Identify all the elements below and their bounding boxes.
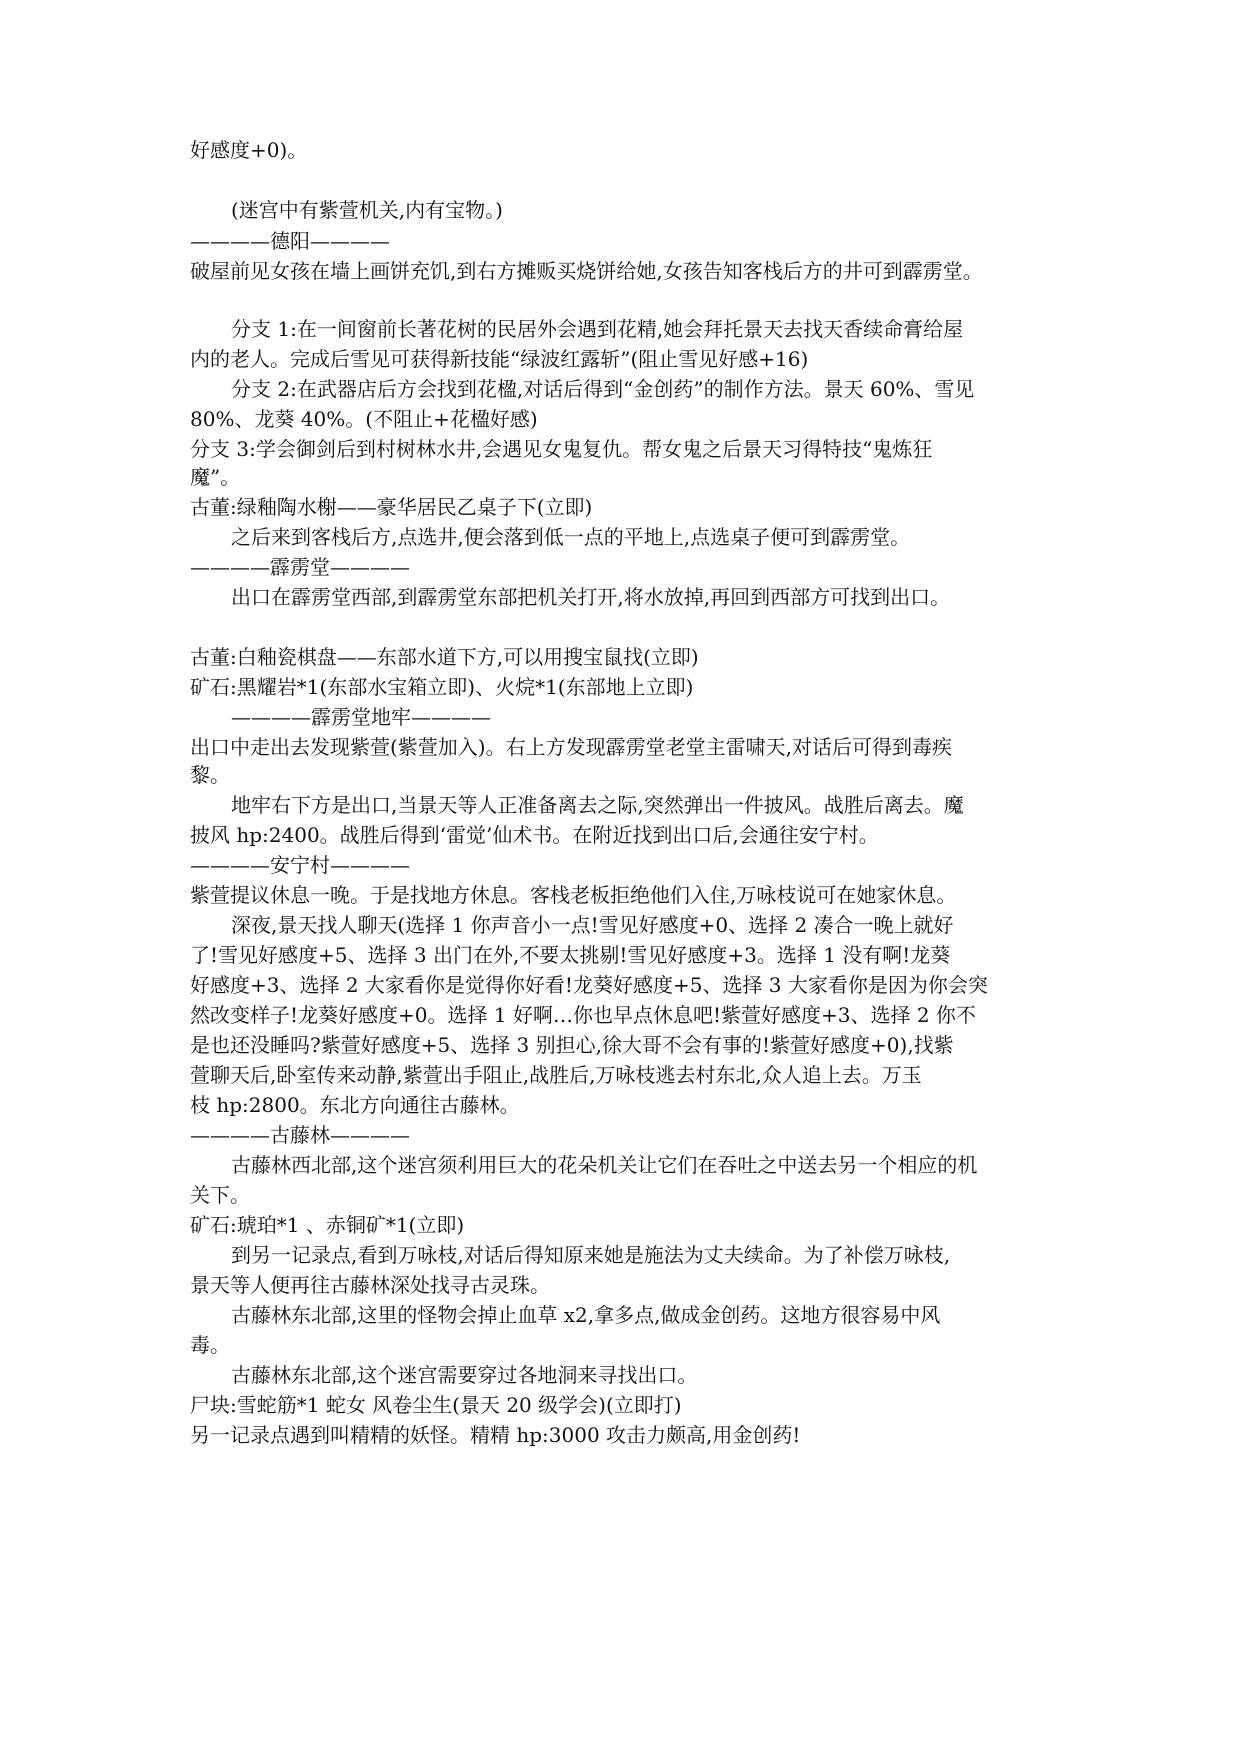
text-line: 然改变样子!龙葵好感度+0。选择 1 好啊…你也早点休息吧!紫萱好感度+3、选择 2 你不 bbox=[190, 1003, 976, 1027]
text-line: 古藤林西北部,这个迷宫须利用巨大的花朵机关让它们在吞吐之中送去另一个相应的机 bbox=[231, 1153, 978, 1177]
section-heading: ————安宁村———— bbox=[190, 853, 410, 877]
text-line: 枝 hp:2800。东北方向通往古藤林。 bbox=[190, 1093, 520, 1117]
text-line: 矿石:黑耀岩*1(东部水宝箱立即)、火烷*1(东部地上立即) bbox=[190, 675, 694, 699]
section-heading: ————古藤林———— bbox=[190, 1123, 410, 1147]
section-heading: ————霹雳堂———— bbox=[190, 555, 410, 579]
text-line: 分支 3:学会御剑后到村树林水井,会遇见女鬼复仇。帮女鬼之后景天习得特技“鬼炼狂 bbox=[190, 437, 933, 461]
text-line: 分支 1:在一间窗前长著花树的民居外会遇到花精,她会拜托景天去找天香续命膏给屋 bbox=[231, 317, 964, 341]
text-line: 深夜,景天找人聊天(选择 1 你声音小一点!雪见好感度+0、选择 2 凑合一晚上就好 bbox=[231, 913, 954, 937]
text-line: 内的老人。完成后雪见可获得新技能“绿波红露斩”(阻止雪见好感+16) bbox=[190, 347, 809, 371]
text-line: 了!雪见好感度+5、选择 3 出门在外,不要太挑剔!雪见好感度+3。选择 1 没有啊!龙葵 bbox=[190, 943, 951, 967]
text-line: 分支 2:在武器店后方会找到花楹,对话后得到“金创药”的制作方法。景天 60%、雪见 bbox=[231, 377, 975, 401]
text-line: 黎。 bbox=[190, 763, 230, 787]
text-line: 矿石:琥珀*1 、赤铜矿*1(立即) bbox=[190, 1213, 465, 1237]
section-heading: ————霹雳堂地牢———— bbox=[231, 705, 491, 729]
text-line: 地牢右下方是出口,当景天等人正准备离去之际,突然弹出一件披风。战胜后离去。魔 bbox=[231, 793, 964, 817]
text-line: 萱聊天后,卧室传来动静,紫萱出手阻止,战胜后,万咏枝逃去村东北,众人追上去。万玉 bbox=[190, 1063, 922, 1087]
text-line: 古董:绿釉陶水榭——豪华居民乙桌子下(立即) bbox=[190, 495, 593, 519]
text-line: 关下。 bbox=[190, 1183, 250, 1207]
text-line: 古藤林东北部,这里的怪物会掉止血草 x2,拿多点,做成金创药。这地方很容易中风 bbox=[231, 1303, 941, 1327]
text-line: 景天等人便再往古藤林深处找寻古灵珠。 bbox=[190, 1273, 550, 1297]
text-line: 破屋前见女孩在墙上画饼充饥,到右方摊贩买烧饼给她,女孩告知客栈后方的井可到霹雳堂。 bbox=[190, 259, 983, 283]
text-line: 魔”。 bbox=[190, 465, 241, 489]
text-line: 之后来到客栈后方,点选井,便会落到低一点的平地上,点选桌子便可到霹雳堂。 bbox=[231, 525, 911, 549]
text-line: 紫萱提议休息一晚。于是找地方休息。客栈老板拒绝他们入住,万咏枝说可在她家休息。 bbox=[190, 883, 957, 907]
text-line: 出口在霹雳堂西部,到霹雳堂东部把机关打开,将水放掉,再回到西部方可找到出口。 bbox=[231, 585, 951, 609]
text-line: 是也还没睡吗?紫萱好感度+5、选择 3 别担心,徐大哥不会有事的!紫萱好感度+0),找紫 bbox=[190, 1033, 954, 1057]
text-line: 出口中走出去发现紫萱(紫萱加入)。右上方发现霹雳堂老堂主雷啸天,对话后可得到毒疾 bbox=[190, 735, 952, 759]
text-line: 披风 hp:2400。战胜后得到‘雷觉’仙术书。在附近找到出口后,会通往安宁村。 bbox=[190, 823, 879, 847]
text-line: 古藤林东北部,这个迷宫需要穿过各地洞来寻找出口。 bbox=[231, 1363, 698, 1387]
section-heading: ————德阳———— bbox=[190, 229, 390, 253]
text-line: 好感度+0)。 bbox=[190, 138, 308, 162]
text-line: 到另一记录点,看到万咏枝,对话后得知原来她是施法为丈夫续命。为了补偿万咏枝, bbox=[231, 1243, 951, 1267]
text-line: 好感度+3、选择 2 大家看你是觉得你好看!龙葵好感度+5、选择 3 大家看你是因为你会突 bbox=[190, 973, 988, 997]
text-line: 古董:白釉瓷棋盘——东部水道下方,可以用搜宝鼠找(立即) bbox=[190, 645, 699, 669]
text-line: 另一记录点遇到叫精精的妖怪。精精 hp:3000 攻击力颇高,用金创药! bbox=[190, 1423, 801, 1447]
text-line: 80%、龙葵 40%。(不阻止+花楹好感) bbox=[190, 407, 538, 431]
text-line: 尸块:雪蛇筋*1 蛇女 风卷尘生(景天 20 级学会)(立即打) bbox=[190, 1393, 682, 1417]
text-line: 毒。 bbox=[190, 1333, 230, 1357]
text-line: (迷宫中有紫萱机关,内有宝物。) bbox=[231, 198, 503, 222]
